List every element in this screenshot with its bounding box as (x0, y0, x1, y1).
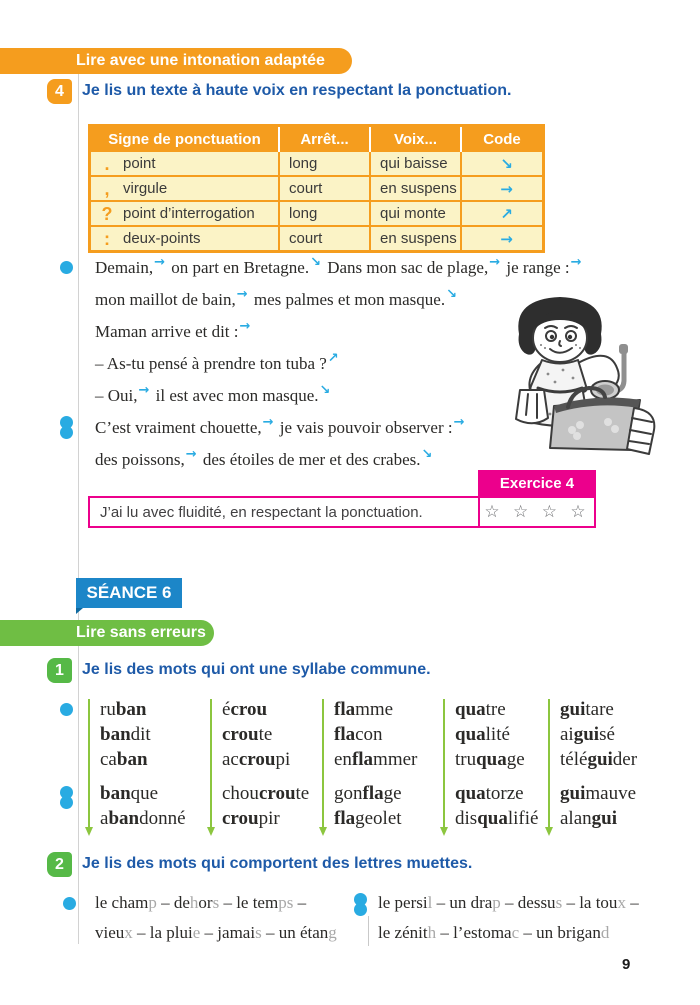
word-item: ruban (100, 699, 147, 720)
word-item: abandonné (100, 808, 186, 829)
list-divider (368, 916, 369, 946)
passage-line: C’est vraiment chouette,→ je vais pouvoir observer :→ (95, 413, 515, 445)
word-item: flageolet (334, 808, 402, 829)
column-down-arrow-icon (88, 699, 90, 831)
word-item: croupir (222, 808, 280, 829)
intonation-arrow: → (489, 255, 501, 270)
silent-letter: h (427, 923, 437, 942)
table-cell-sign: ? point d’interrogation (91, 202, 278, 225)
silent-letters-line: le zénith – l’estomac – un brigand (378, 923, 610, 942)
reading-level-dot (63, 897, 76, 910)
silent-letter: ps (278, 893, 294, 912)
punctuation-table (88, 124, 545, 253)
passage-line: Demain,→ on part en Bretagne.↘ Dans mon sac de plage,→ je range :→ (95, 253, 515, 285)
word-item: quatorze (455, 783, 524, 804)
reading-level-dot (60, 703, 73, 716)
silent-letter: s (255, 923, 262, 942)
towel-in-hand (516, 390, 548, 423)
silent-letter: e (192, 923, 201, 942)
reading-level-double-dot (354, 893, 367, 906)
table-header: Signe de ponctuation (91, 127, 278, 152)
intonation-arrow: ↘ (446, 287, 457, 302)
intonation-arrow: → (185, 447, 197, 462)
assessment-stars: ☆ ☆ ☆ ☆ (478, 498, 594, 526)
word-item: flamme (334, 699, 394, 720)
word-column (88, 697, 202, 847)
section-header-intonation (0, 48, 352, 74)
word-column (548, 697, 658, 847)
silent-letter: x (124, 923, 133, 942)
intonation-arrow: ↘ (421, 447, 433, 462)
table-cell-code (462, 202, 542, 225)
column-down-arrow-icon (322, 699, 324, 831)
word-item: qualité (455, 724, 510, 745)
intonation-arrow: → (570, 255, 582, 270)
silent-letter: d (600, 923, 610, 942)
punctuation-sign: ? (101, 203, 113, 224)
word-item: enflammer (334, 749, 418, 770)
word-item: croute (222, 724, 273, 745)
girl-packing-illustration (468, 290, 658, 460)
silent-letter: x (617, 893, 626, 912)
word-item: alangui (560, 808, 618, 829)
word-item: guitare (560, 699, 614, 720)
table-cell-voice: qui baisse (371, 152, 460, 175)
word-item: accroupi (222, 749, 291, 770)
table-header: Code (460, 127, 542, 152)
table-cell-stop: court (280, 227, 369, 250)
exercise-1-instruction: Je lis des mots qui ont une syllabe commune. (82, 661, 431, 678)
punctuation-sign: : (104, 228, 110, 249)
silent-letter: s (212, 893, 220, 912)
table-cell-sign: , virgule (91, 177, 278, 200)
code-arrow-icon: ↘ (500, 154, 513, 173)
word-item: flacon (334, 724, 383, 745)
exercise-2-badge: 2 (47, 852, 72, 877)
word-item: bandit (100, 724, 151, 745)
table-header: Voix... (369, 127, 460, 152)
word-item: truquage (455, 749, 525, 770)
word-column (443, 697, 542, 847)
silent-letter: c (511, 923, 520, 942)
intonation-arrow: → (138, 383, 150, 398)
silent-letters-line: vieux – la pluie – jamais – un étang (95, 923, 337, 942)
word-item: quatre (455, 699, 506, 720)
section-header-label: Lire avec une intonation adaptée (76, 52, 325, 69)
reading-level-double-dot (60, 416, 73, 429)
table-cell-code (462, 152, 542, 175)
page-number: 9 (622, 956, 631, 973)
silent-letter: g (328, 923, 337, 942)
table-cell-sign: . point (91, 152, 278, 175)
passage-line: mon maillot de bain,→ mes palmes et mon masque.↘ (95, 287, 457, 309)
intonation-arrow: ↘ (310, 255, 321, 270)
silent-letters-list-left (95, 888, 337, 948)
word-column (322, 697, 436, 847)
exercise-4-instruction: Je lis un texte à haute voix en respectant la ponctuation. (82, 82, 512, 99)
table-cell-stop: court (280, 177, 369, 200)
silent-letter: p (148, 893, 157, 912)
word-item: caban (100, 749, 148, 770)
intonation-arrow: → (236, 287, 248, 302)
table-cell-voice: en suspens (371, 227, 460, 250)
code-arrow-icon: ↗ (500, 204, 513, 223)
silent-letters-line: le champ – dehors – le temps – (95, 893, 307, 912)
column-down-arrow-icon (548, 699, 550, 831)
passage-line: Maman arrive et dit :→ (95, 319, 251, 341)
intonation-arrow: → (453, 415, 465, 430)
exercise-1-badge: 1 (47, 658, 72, 683)
word-item: écrou (222, 699, 268, 720)
code-arrow-icon: → (500, 179, 513, 198)
word-item: choucroute (222, 783, 310, 804)
table-cell-voice: en suspens (371, 177, 460, 200)
exercise-2-instruction: Je lis des mots qui comportent des lettres muettes. (82, 855, 473, 872)
silent-letter: h (189, 893, 199, 912)
passage-line: – Oui,→ il est avec mon masque.↘ (95, 383, 331, 405)
silent-letters-list-right (378, 888, 639, 948)
table-cell-stop: long (280, 152, 369, 175)
word-item: disqualifié (455, 808, 539, 829)
table-cell-code (462, 177, 542, 200)
assessment-statement: J’ai lu avec fluidité, en respectant la ponctuation. (100, 503, 423, 521)
word-item: aiguisé (560, 724, 615, 745)
table-cell-code (462, 227, 542, 250)
intonation-arrow: ↗ (327, 351, 339, 366)
syllable-word-columns (0, 697, 700, 849)
intonation-arrow: → (262, 415, 274, 430)
column-down-arrow-icon (443, 699, 445, 831)
silent-letter: p (492, 893, 501, 912)
assessment-box (88, 496, 596, 528)
code-arrow-icon: → (500, 229, 513, 248)
section-header-label: Lire sans erreurs (76, 624, 206, 641)
assessment-tab: Exercice 4 (478, 470, 596, 496)
punctuation-sign: . (104, 153, 110, 174)
word-item: guimauve (560, 783, 637, 804)
passage-line: des poissons,→ des étoiles de mer et des crabes.↘ (95, 447, 433, 469)
table-header: Arrêt... (278, 127, 369, 152)
column-down-arrow-icon (210, 699, 212, 831)
silent-letters-line: le persil – un drap – dessus – la toux – (378, 893, 639, 912)
intonation-arrow: → (239, 319, 251, 334)
seance-6-label: SÉANCE 6 (76, 578, 182, 608)
intonation-arrow: ↘ (319, 383, 331, 398)
word-item: gonflage (334, 783, 402, 804)
reading-level-dot (60, 261, 73, 274)
punctuation-sign: , (104, 178, 110, 199)
table-cell-sign: : deux-points (91, 227, 278, 250)
intonation-arrow: → (154, 255, 165, 270)
silent-letter: s (555, 893, 563, 912)
word-item: téléguider (560, 749, 638, 770)
table-cell-stop: long (280, 202, 369, 225)
reading-passage (95, 253, 582, 477)
reading-level-double-dot (60, 786, 73, 799)
exercise-4-badge: 4 (47, 79, 72, 104)
section-header-sans-erreurs (0, 620, 214, 646)
silent-letter: l (427, 893, 433, 912)
passage-line: – As-tu pensé à prendre ton tuba ?↗ (95, 351, 339, 373)
word-item: banque (100, 783, 159, 804)
word-column (210, 697, 316, 847)
table-cell-voice: qui monte (371, 202, 460, 225)
